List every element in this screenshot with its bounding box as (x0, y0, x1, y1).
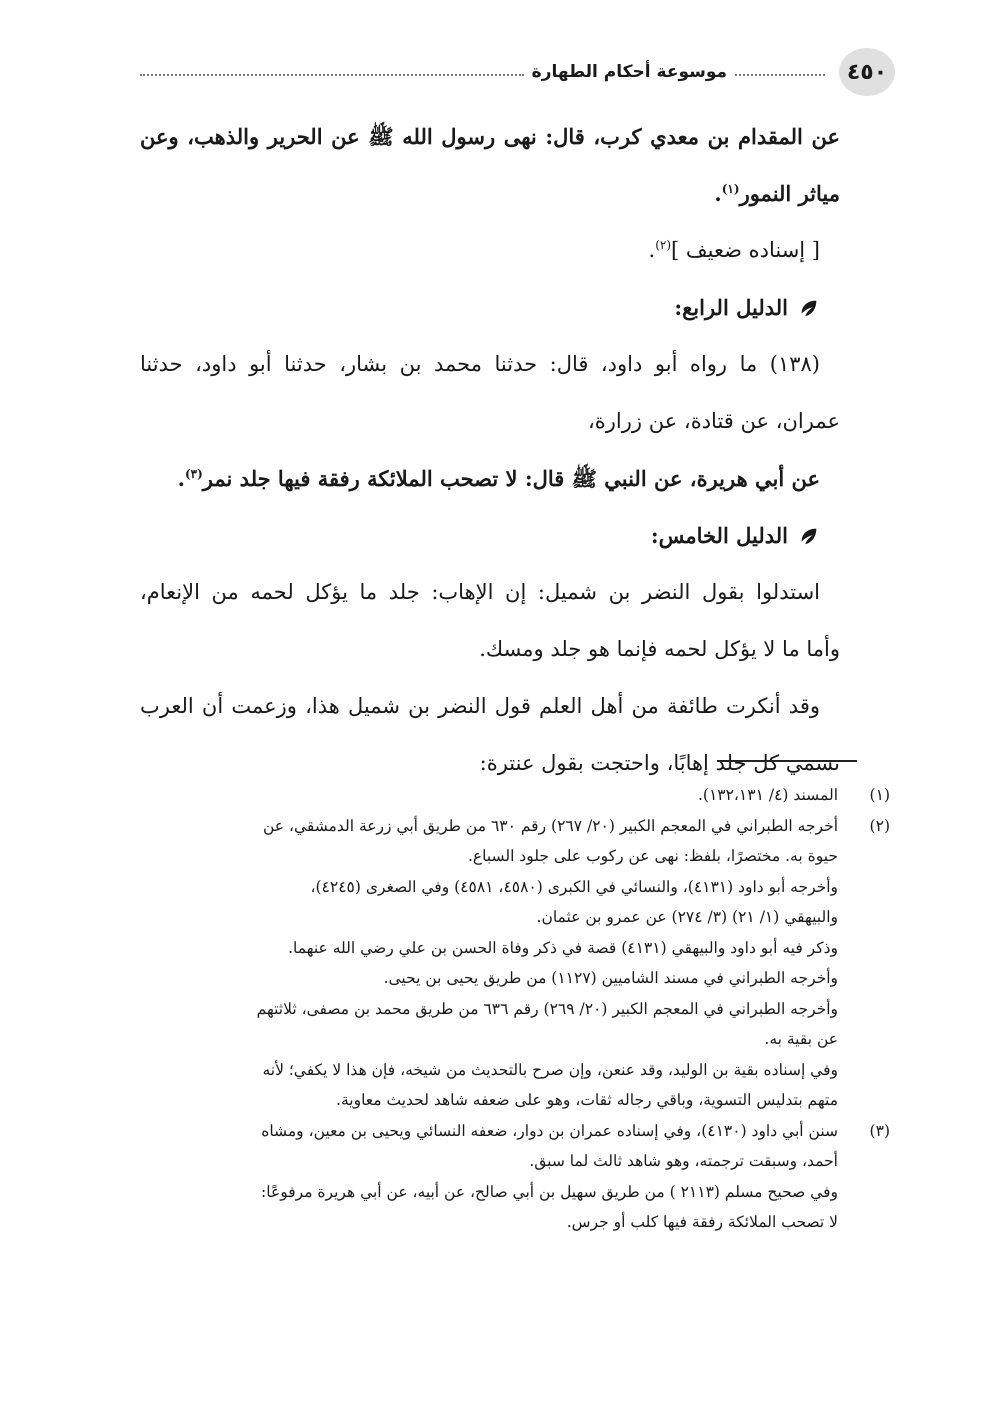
footnote-separator (717, 760, 857, 762)
footnote-3 (140, 1116, 890, 1238)
footnote-ref[interactable]: (٢) (655, 238, 672, 252)
isnad-line: (١٣٨) ما رواه أبو داود، قال: حدثنا محمد بن بشار، حدثنا أبو داود، حدثنا (140, 352, 820, 376)
paragraph-line: تسمي كل جلد إهابًا، واحتجت بقول عنترة: (479, 751, 840, 775)
section-heading-fourth: الدليل الرابع: (140, 279, 840, 336)
footnote-1 (140, 780, 890, 811)
footnote-text: المسند (٤/ ١٣٢،١٣١). (697, 786, 838, 804)
footnote-text: سنن أبي داود (٤١٣٠)، وفي إسناده عمران بن دوار، ضعفه النسائي ويحيى بن معين، ومشاه أحمد، وسبقت ترجمته، وهو شاهد ثالث لما سبق. وفي صحيح مسلم (٢١١٣ ) من طريق سهيل بن أبي صالح، عن أبيه، عن أبي هريرة مرفوعًا: لا تصحب الملائكة رفقة فيها كلب أو جرس. (261, 1121, 838, 1231)
paragraph-line: استدلوا بقول النضر بن شميل: إن الإهاب: جلد ما يؤكل لحمه من الإنعام، (140, 580, 820, 604)
footnote-number: (١) (869, 786, 890, 804)
footnote-2 (140, 811, 890, 1116)
paragraph-line: وقد أنكرت طائفة من أهل العلم قول النضر بن شميل هذا، وزعمت أن العرب (140, 694, 820, 718)
grading-note: [ إسناده ضعيف ]$^{(٢)}$. (648, 238, 820, 262)
leaf-icon (798, 525, 820, 547)
footnotes (140, 780, 890, 1238)
paragraph-line: وأما ما لا يؤكل لحمه فإنما هو جلد ومسك. (479, 637, 840, 661)
hadith-line: مياثر النمور$^{(١)}$. (714, 181, 840, 206)
running-title (140, 48, 825, 96)
footnote-number: (٣) (869, 1121, 890, 1140)
page-header (140, 48, 895, 96)
footnote-text: أخرجه الطبراني في المعجم الكبير (٢٠/ ٢٦٧) رقم ٦٣٠ من طريق أبي زرعة الدمشقي، عن حيوة به. مختصرًا، بلفظ: نهى عن ركوب على جلود السباع. وأخرجه أبو داود (٤١٣١)، والنسائي في الكبرى (٤٥٨٠، ٤٥٨١) وفي الصغرى (٤٢٤٥)، والبيهقي (١/ ٢١) (٣/ ٢٧٤) عن عمرو بن عثمان. وذكر فيه أبو داود والبيهقي (٤١٣١) قصة في ذكر وفاة الحسن بن علي رضي الله عنهما. وأخرجه الطبراني في مسند الشاميين (١١٢٧) من طريق يحيى بن يحيى. وأخرجه الطبراني في المعجم الكبير (٢٠/ ٢٦٩) رقم ٦٣٦ من طريق محمد بن مصفى، ثلاثتهم عن بقية به. وفي إسناده بقية بن الوليد، وقد عنعن، وإن صرح بالتحديث من شيخه، فإن هذا لا يكفي؛ لأنه متهم بتدليس التسوية، وباقي رجاله ثقات، وهو على ضعفه شاهد لحديث معاوية. (256, 816, 838, 1109)
header-dots-left (140, 74, 524, 76)
section-heading-fifth: الدليل الخامس: (140, 507, 840, 564)
footnote-number: (٢) (869, 816, 890, 835)
hadith-line: عن المقدام بن معدي كرب، قال: نهى رسول الله ﷺ عن الحرير والذهب، وعن (140, 124, 840, 149)
footnote-ref[interactable]: (١) (721, 182, 740, 196)
footnote-ref[interactable]: (٣) (184, 467, 203, 481)
isnad-line: عمران، عن قتادة، عن زرارة، (588, 409, 840, 433)
leaf-icon (798, 297, 820, 319)
page-number: ٤٥٠ (839, 48, 895, 96)
book-title: موسوعة أحكام الطهارة (531, 62, 727, 82)
header-dots-right (735, 74, 825, 76)
hadith-line: عن أبي هريرة، عن النبي ﷺ قال: لا تصحب الملائكة رفقة فيها جلد نمر$^{(٣)}$. (177, 466, 820, 491)
main-text (140, 108, 840, 792)
